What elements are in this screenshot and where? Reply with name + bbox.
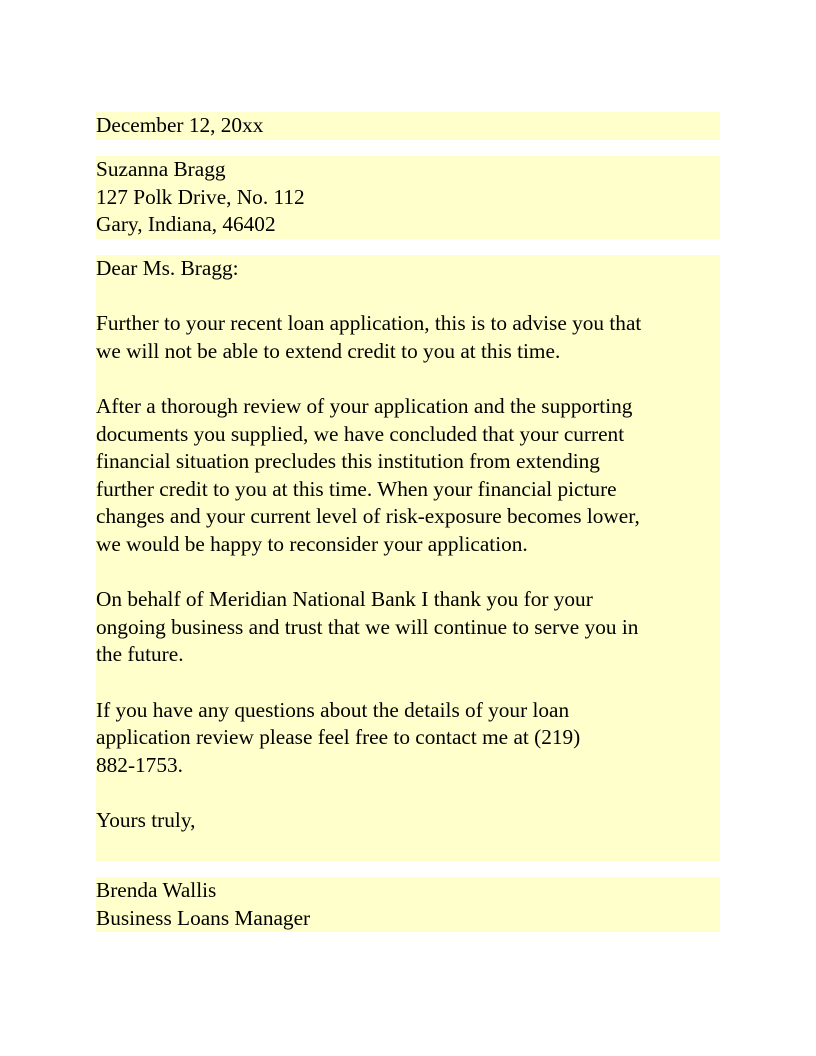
paragraph-line: ongoing business and trust that we will continue to serve you in bbox=[96, 614, 639, 639]
body-paragraph-1 bbox=[96, 310, 720, 365]
paragraph-line: further credit to you at this time. When your financial picture bbox=[96, 476, 617, 501]
paragraph-line: financial situation precludes this institution from extending bbox=[96, 449, 600, 474]
paragraph-line: changes and your current level of risk-exposure becomes lower, bbox=[96, 504, 640, 529]
salutation bbox=[96, 255, 720, 283]
paragraph-line: documents you supplied, we have concluded that your current bbox=[96, 421, 625, 446]
paragraph-line: After a thorough review of your application and the supporting bbox=[96, 393, 633, 418]
body-paragraph-4 bbox=[96, 697, 720, 780]
paragraph-line: On behalf of Meridian National Bank I thank you for your bbox=[96, 587, 593, 612]
letter-date: December 12, 20xx bbox=[96, 113, 264, 137]
body-paragraph-3 bbox=[96, 586, 720, 669]
signature-block bbox=[96, 877, 720, 932]
recipient-address-block bbox=[96, 156, 720, 239]
body-paragraph-2 bbox=[96, 393, 720, 559]
letter-body-block bbox=[96, 255, 720, 861]
date-block bbox=[96, 112, 720, 140]
closing bbox=[96, 807, 720, 835]
paragraph-line: 882-1753. bbox=[96, 752, 183, 777]
closing-text: Yours truly, bbox=[96, 807, 196, 832]
paragraph-line: If you have any questions about the details of your loan bbox=[96, 697, 570, 722]
paragraph-line: application review please feel free to contact me at (219) bbox=[96, 725, 581, 750]
recipient-city-state-zip: Gary, Indiana, 46402 bbox=[96, 212, 276, 237]
letter-page bbox=[96, 112, 720, 932]
recipient-name: Suzanna Bragg bbox=[96, 157, 226, 181]
paragraph-line: we will not be able to extend credit to you at this time. bbox=[96, 338, 561, 363]
recipient-street: 127 Polk Drive, No. 112 bbox=[96, 184, 305, 209]
paragraph-line: the future. bbox=[96, 642, 184, 667]
sender-title: Business Loans Manager bbox=[96, 905, 311, 930]
salutation-text: Dear Ms. Bragg: bbox=[96, 256, 239, 280]
paragraph-line: Further to your recent loan application, this is to advise you that bbox=[96, 311, 642, 336]
sender-name: Brenda Wallis bbox=[96, 878, 217, 902]
paragraph-line: we would be happy to reconsider your application. bbox=[96, 531, 528, 556]
